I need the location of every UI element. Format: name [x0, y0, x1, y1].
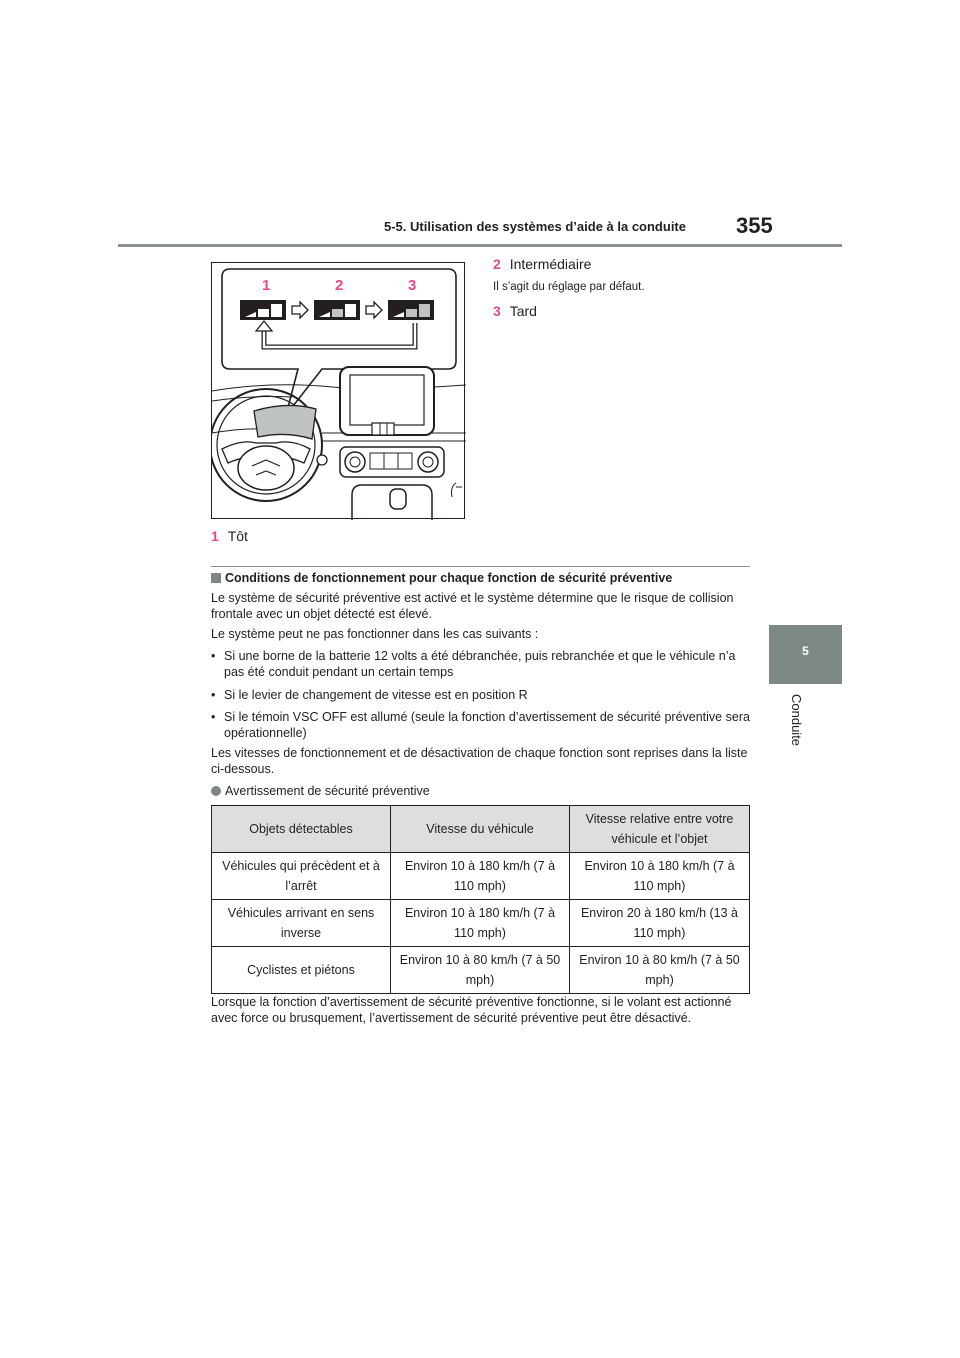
table-cell: Environ 10 à 180 km/h (7 à 110 mph) [570, 853, 750, 900]
table-header-cell: Objets détectables [212, 806, 391, 853]
caption-item-1 [211, 528, 248, 546]
table-row [212, 947, 750, 994]
closing-paragraph: Lorsque la fonction d’avertissement de sécurité préventive fonctionne, si le volant est actionné avec force ou brusquement, l’avertissement de sécurité préventive peut être désactivé. [211, 995, 732, 1025]
caption-text-2: Intermédiaire [509, 256, 592, 272]
table-cell: Environ 10 à 180 km/h (7 à 110 mph) [391, 853, 570, 900]
list-item: • Si le levier de changement de vitesse est en position R [211, 688, 528, 702]
caption-note-2: Il s’agit du réglage par défaut. [493, 281, 645, 293]
square-bullet-icon [211, 573, 221, 583]
header-rule [118, 244, 842, 247]
dashboard-drawing [212, 263, 466, 520]
dashboard-illustration [211, 262, 465, 519]
table-header-cell: Vitesse relative entre votre véhicule et l’objet [570, 806, 750, 853]
level-icon-1 [240, 300, 286, 320]
setting-label-2: 2 [335, 277, 344, 294]
caption-number-3: 3 [493, 303, 501, 319]
section-heading: Conditions de fonctionnement pour chaque fonction de sécurité préventive [211, 571, 751, 585]
table-cell: Cyclistes et piétons [212, 947, 391, 994]
caption-text-3: Tard [509, 303, 537, 319]
list-item: • Si le témoin VSC OFF est allumé (seule la fonction d’avertissement de sécurité préventive sera opérationnelle) [211, 710, 750, 740]
caption-text-1: Tôt [227, 528, 248, 544]
setting-label-3: 3 [408, 277, 417, 294]
page-number: 355 [736, 213, 773, 238]
speed-table [211, 805, 750, 994]
table-row [212, 900, 750, 947]
table-cell: Environ 10 à 80 km/h (7 à 50 mph) [391, 947, 570, 994]
setting-label-1: 1 [262, 277, 271, 294]
section-divider [211, 566, 750, 567]
caption-item-3 [493, 303, 537, 321]
level-icon-2 [314, 300, 360, 320]
caption-number-1: 1 [211, 528, 219, 544]
list-item: • Si une borne de la batterie 12 volts a été débranchée, puis rebranchée et que le véhicule n’a pas été conduit pendant un certain temps [211, 649, 736, 679]
table-cell: Environ 20 à 180 km/h (13 à 110 mph) [570, 900, 750, 947]
level-icon-3 [388, 300, 434, 320]
caption-item-2 [493, 256, 591, 274]
table-cell: Environ 10 à 80 km/h (7 à 50 mph) [570, 947, 750, 994]
circle-bullet-icon [211, 786, 221, 796]
chapter-tab-number: 5 [802, 644, 809, 658]
chapter-tab-label: Conduite [789, 694, 804, 747]
paragraph-1: Le système de sécurité préventive est activé et le système détermine que le risque de collision frontale avec un objet détecté est élevé. [211, 591, 734, 621]
table-header-cell: Vitesse du véhicule [391, 806, 570, 853]
subheading: Avertissement de sécurité préventive [211, 783, 751, 799]
table-cell: Environ 10 à 180 km/h (7 à 110 mph) [391, 900, 570, 947]
caption-number-2: 2 [493, 256, 501, 272]
steering-wheel [212, 389, 322, 501]
paragraph-2: Le système peut ne pas fonctionner dans les cas suivants : [211, 627, 539, 641]
table-cell: Véhicules qui précèdent et à l’arrêt [212, 853, 391, 900]
running-header: 5-5. Utilisation des systèmes d’aide à la conduite [384, 219, 686, 234]
table-cell: Véhicules arrivant en sens inverse [212, 900, 391, 947]
paragraph-3: Les vitesses de fonctionnement et de désactivation de chaque fonction sont reprises dans la liste ci-dessous. [211, 746, 748, 776]
table-header-row [212, 806, 750, 853]
instrument-cluster [254, 405, 316, 439]
table-row [212, 853, 750, 900]
